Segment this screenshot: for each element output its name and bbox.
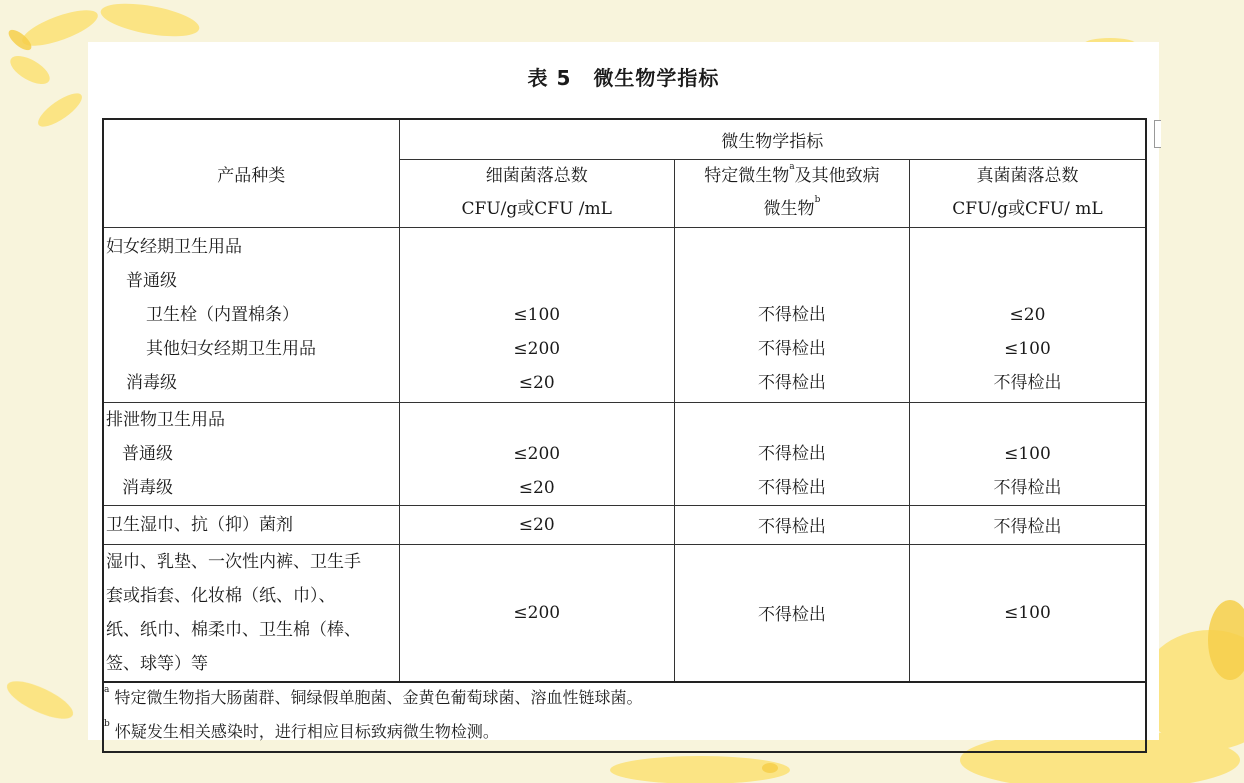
value-cell: ≤200: [513, 443, 561, 464]
row-label: 套或指套、化妆棉（纸、巾）、: [106, 585, 336, 606]
value-cell: ≤200: [513, 338, 561, 359]
table-group: [103, 227, 1146, 402]
value-cell: 不得检出: [993, 477, 1062, 498]
value-cell: ≤20: [1009, 304, 1046, 325]
row-label: 卫生湿巾、抗（抑）菌剂: [106, 514, 293, 535]
document-page: [88, 42, 1159, 740]
header-fungal-count-title: 真菌菌落总数: [976, 166, 1079, 186]
footnote-mark: b: [104, 718, 110, 729]
table-title-text: 微生物学指标: [593, 66, 720, 90]
table-group: [103, 402, 1146, 505]
row-label: 湿巾、乳垫、一次性内裤、卫生手: [106, 551, 361, 572]
group-values-specific: [674, 402, 909, 505]
value-cell: 不得检出: [993, 372, 1062, 393]
footnote-b: [104, 717, 1145, 751]
header-specific-microbes-a: 特定微生物: [704, 166, 790, 186]
value-cell: 不得检出: [757, 304, 826, 325]
group-values-bacterial: [399, 402, 674, 505]
group-labels: [103, 402, 399, 505]
header-bacterial-count: [399, 159, 674, 227]
footnote-ref-b: b: [814, 195, 821, 205]
row-label: 排泄物卫生用品: [106, 409, 225, 430]
value-cell: 不得检出: [757, 338, 826, 359]
header-specific-microbes-b: 及其他致病: [794, 166, 880, 186]
group-labels: [103, 544, 399, 682]
table-number: 表 5: [527, 66, 572, 90]
value-cell: 不得检出: [757, 372, 826, 393]
footnote-ref-a: a: [789, 162, 795, 172]
table-footnotes: [103, 682, 1146, 752]
value-cell: ≤100: [909, 544, 1146, 682]
value-cell: ≤200: [399, 544, 674, 682]
value-cell: ≤20: [399, 505, 674, 544]
group-values-fungal: [909, 402, 1146, 505]
row-label: 其他妇女经期卫生用品: [146, 338, 316, 359]
header-product-category: 产品种类: [103, 119, 399, 227]
value-cell: ≤100: [1004, 443, 1051, 464]
value-cell: 不得检出: [757, 443, 826, 464]
value-cell: ≤100: [1004, 338, 1051, 359]
group-labels: [103, 505, 399, 544]
row-label: 纸、纸巾、棉柔巾、卫生棉（棒、: [106, 619, 361, 640]
row-label: 卫生栓（内置棉条）: [146, 304, 299, 325]
group-values-specific: [674, 227, 909, 402]
header-specific-microbes: [674, 159, 909, 227]
row-label: 消毒级: [122, 477, 173, 498]
row-label: 妇女经期卫生用品: [106, 236, 242, 257]
value-cell: ≤20: [518, 372, 555, 393]
row-label: 消毒级: [126, 372, 177, 393]
value-cell: 不得检出: [674, 544, 909, 682]
row-label: 普通级: [122, 443, 173, 464]
footnote-mark: a: [104, 684, 110, 695]
header-fungal-count: [909, 159, 1146, 227]
value-cell: 不得检出: [909, 505, 1146, 544]
header-bacterial-count-title: 细菌菌落总数: [485, 166, 588, 186]
header-specific-microbes-line2: 微生物: [763, 199, 815, 219]
scroll-handle[interactable]: [1154, 120, 1161, 148]
value-cell: ≤20: [518, 477, 555, 498]
table-title: [88, 62, 1159, 91]
table-group: [103, 505, 1146, 544]
value-cell: ≤100: [513, 304, 561, 325]
footnote-text: 怀疑发生相关感染时，进行相应目标致病微生物检测。: [114, 721, 499, 741]
group-values-fungal: [909, 227, 1146, 402]
row-label: 签、球等）等: [106, 653, 208, 674]
header-fungal-count-unit: CFU/g或CFU/ mL: [952, 199, 1103, 219]
value-cell: 不得检出: [674, 505, 909, 544]
footnote-a: [104, 683, 1145, 717]
footnote-text: 特定微生物指大肠菌群、铜绿假单胞菌、金黄色葡萄球菌、溶血性链球菌。: [114, 687, 643, 707]
table-group: [103, 544, 1146, 682]
value-cell: 不得检出: [757, 477, 826, 498]
group-values-bacterial: [399, 227, 674, 402]
header-bacterial-count-unit: CFU/g或CFU /mL: [461, 199, 612, 219]
row-label: 普通级: [126, 270, 177, 291]
microbiology-spec-table: [102, 118, 1147, 753]
header-microbiology-indicators: 微生物学指标: [399, 119, 1146, 159]
group-labels: [103, 227, 399, 402]
